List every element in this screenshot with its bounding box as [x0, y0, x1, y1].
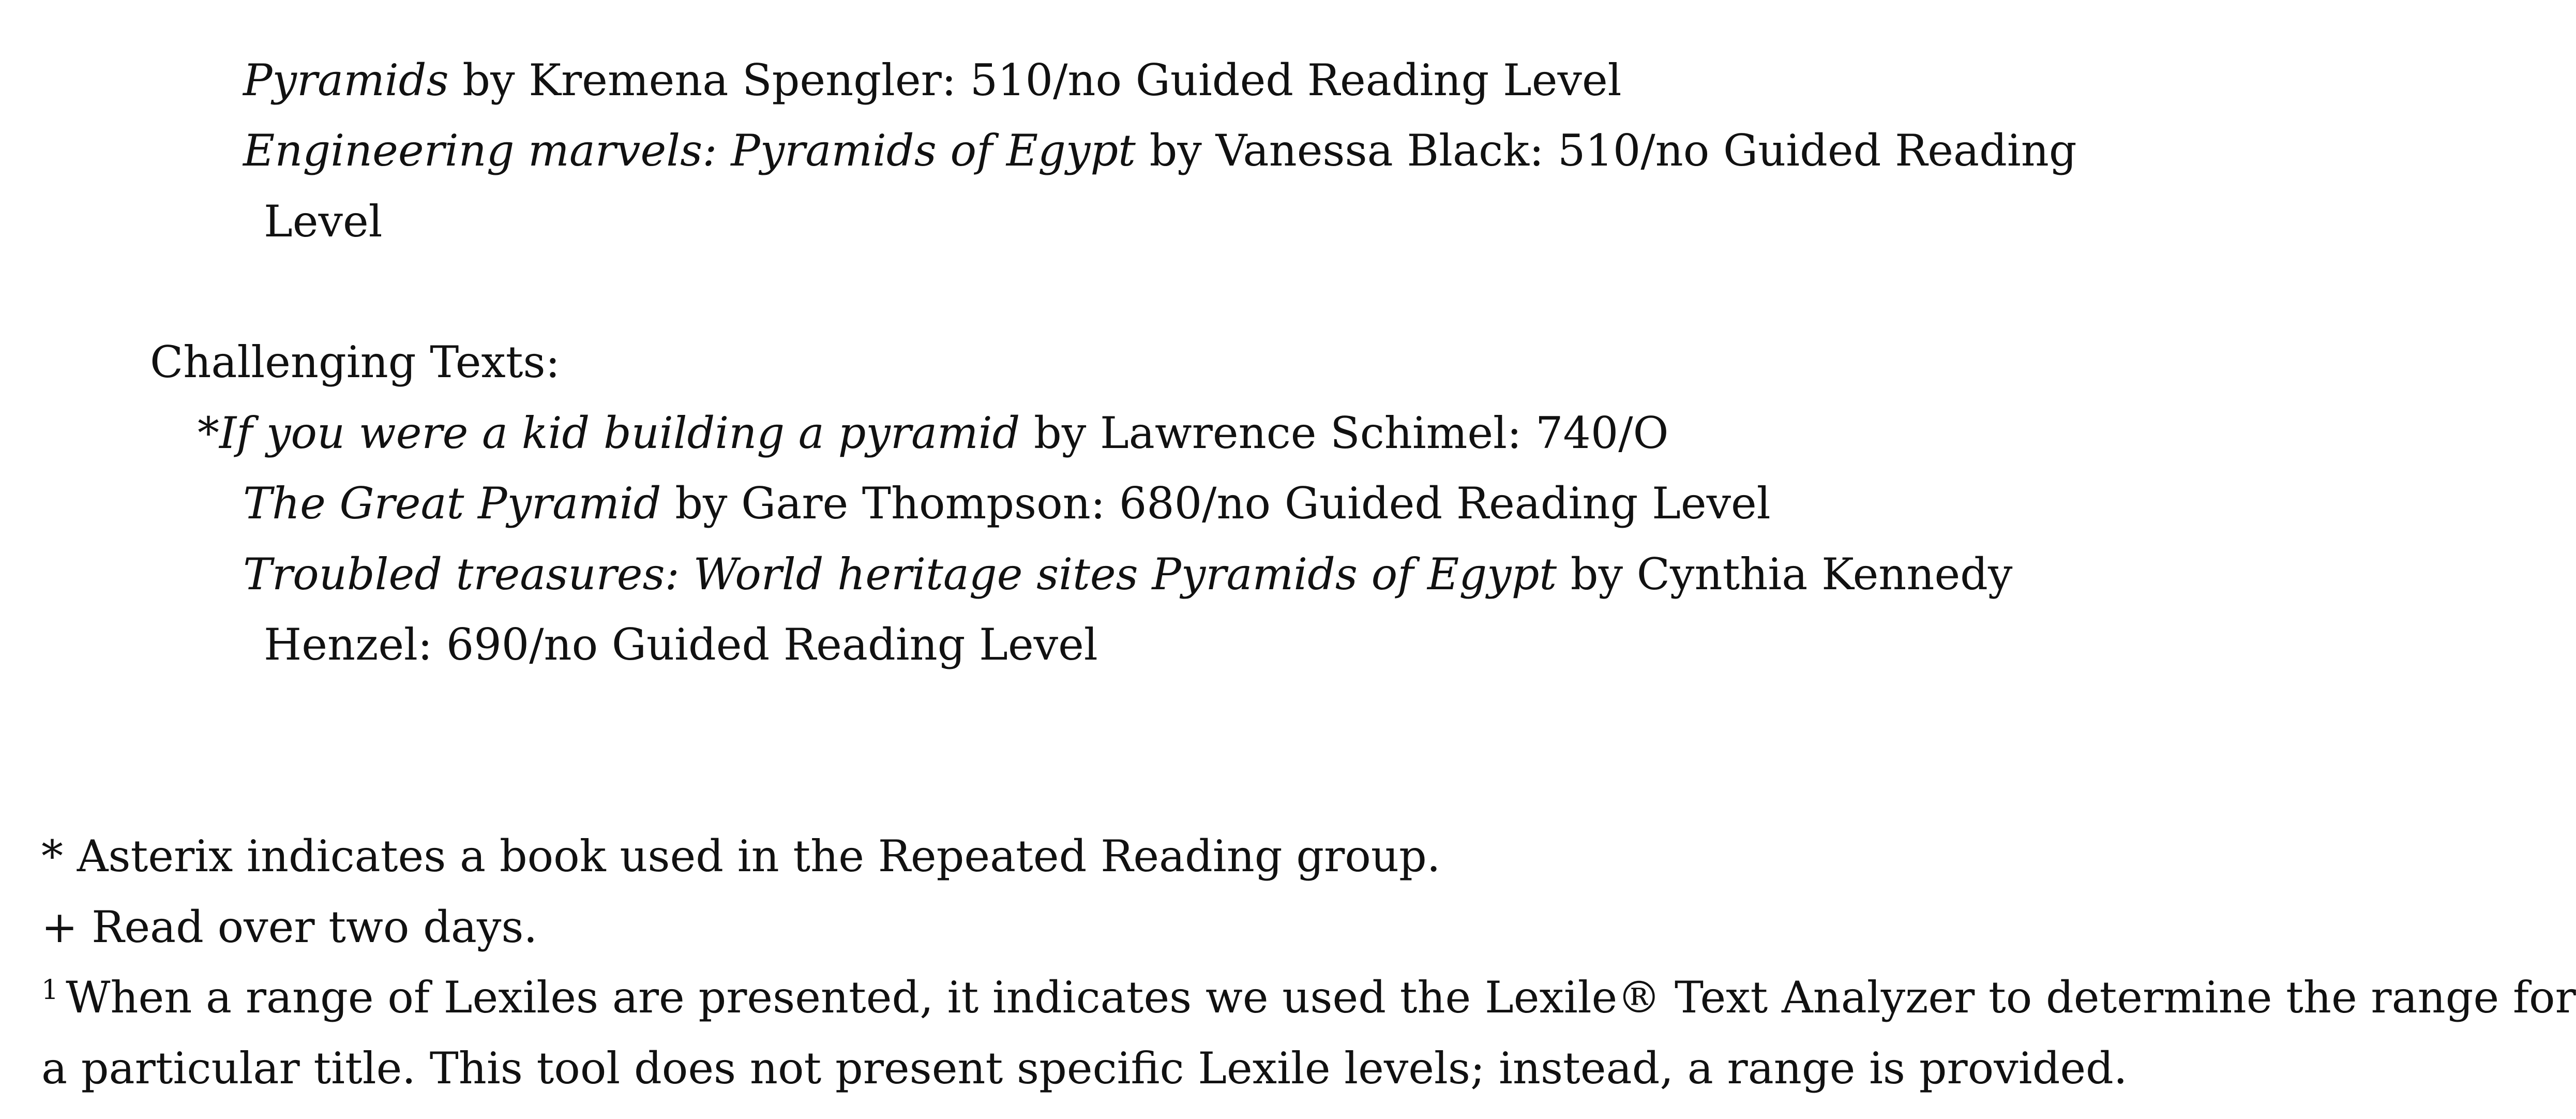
book-title: The Great Pyramid — [243, 478, 661, 529]
plus-note: + Read over two days. — [41, 902, 538, 952]
book-title: Engineering marvels: Pyramids of Egypt — [243, 125, 1136, 176]
footnote — [41, 972, 2576, 1023]
book-details: by Vanessa Black: 510/no Guided Reading — [1135, 125, 2077, 176]
section-heading: Challenging Texts: — [150, 337, 560, 387]
footnote-continuation: a particular title. This tool does not present specific Lexile levels; instead, a range is provided. — [41, 1043, 2128, 1094]
book-details: by Cynthia Kennedy — [1557, 549, 2013, 600]
book-title: *If you were a kid building a pyramid — [198, 408, 1020, 458]
footnote-marker: 1 — [41, 975, 59, 1006]
book-details: by Lawrence Schimel: 740/O — [1020, 408, 1669, 458]
book-entry-continuation: Henzel: 690/no Guided Reading Level — [264, 619, 1098, 670]
book-details: by Kremena Spengler: 510/no Guided Reading Level — [448, 55, 1622, 106]
book-entry-continuation: Level — [264, 196, 383, 247]
asterisk-note: * Asterix indicates a book used in the Repeated Reading group. — [41, 831, 1441, 882]
book-title: Pyramids — [243, 55, 449, 106]
book-details: by Gare Thompson: 680/no Guided Reading Level — [661, 478, 1771, 529]
book-entry — [198, 408, 1669, 458]
book-entry — [243, 55, 1622, 106]
book-entry — [243, 549, 2013, 600]
book-title: Troubled treasures: World heritage sites Pyramids of Egypt — [243, 549, 1557, 600]
book-entry — [243, 478, 1771, 529]
book-entry — [243, 125, 2077, 176]
footnote-text: When a range of Lexiles are presented, it indicates we used the Lexile® Text Analyzer to determine the range for — [66, 972, 2576, 1023]
